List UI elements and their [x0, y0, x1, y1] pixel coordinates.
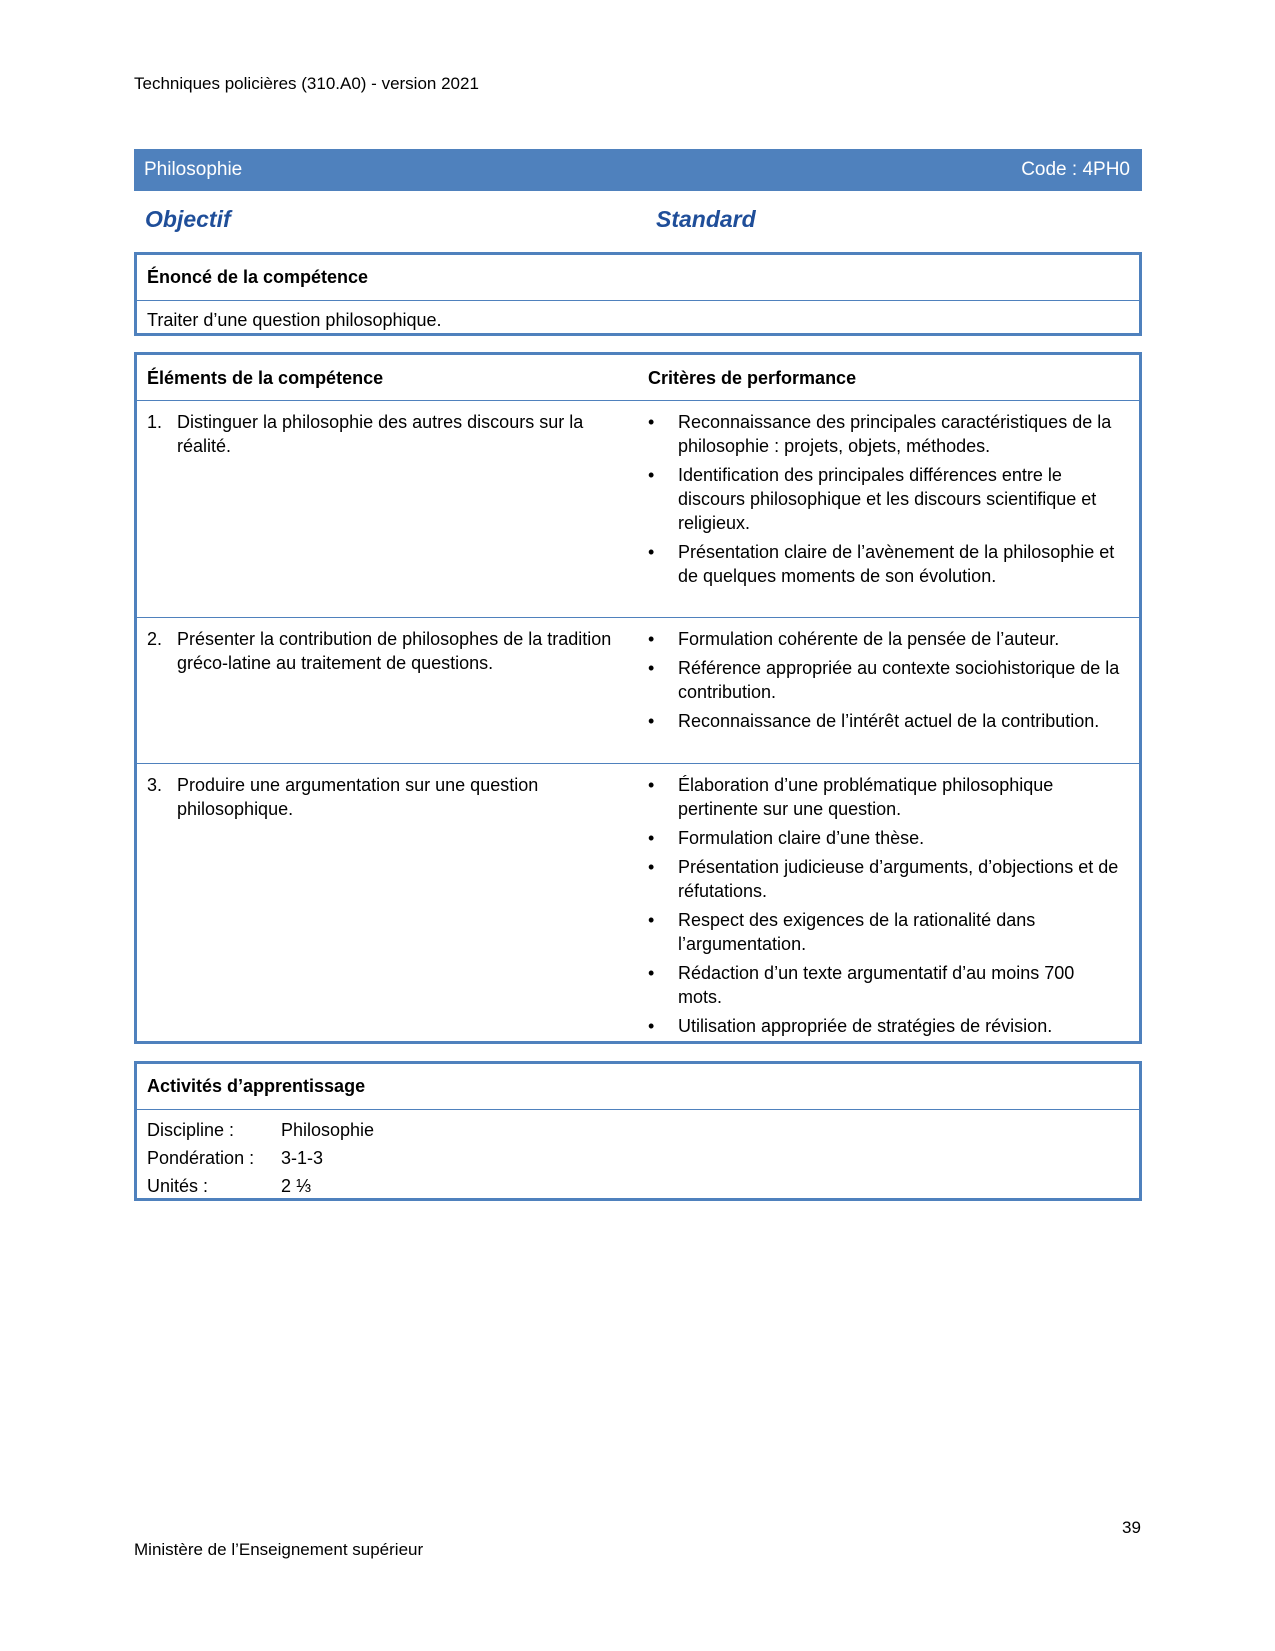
criterion-text: Respect des exigences de la rationalité dans l’argumentation.: [678, 910, 1036, 954]
ponderation-line: [147, 1144, 1139, 1172]
criterion-text: Reconnaissance de l’intérêt actuel de la contribution.: [678, 711, 1100, 731]
unites-line: [147, 1172, 1139, 1200]
course-code: Code : 4PH0: [1021, 159, 1130, 180]
objectif-standard-row: [145, 206, 1145, 240]
criterion-text: Rédaction d’un texte argumentatif d’au moins 700 mots.: [678, 963, 1075, 1007]
element-number: 2.: [147, 629, 163, 649]
element-row: [137, 401, 1139, 618]
criterion-item: [648, 540, 1123, 588]
unites-label: Unités :: [147, 1176, 209, 1196]
criterion-text: Présentation claire de l’avènement de la philosophie et de quelques moments de son évolution.: [678, 542, 1115, 586]
bullet-icon: •: [648, 465, 655, 485]
bullet-icon: •: [648, 629, 655, 649]
criteria-list: [648, 410, 1123, 593]
element-text: Produire une argumentation sur une question philosophique.: [177, 775, 539, 819]
objectif-label: Objectif: [145, 206, 231, 232]
element-text: Présenter la contribution de philosophes de la tradition gréco-latine au traitement de questions.: [177, 629, 612, 673]
bullet-icon: •: [648, 711, 655, 731]
bullet-icon: •: [648, 963, 655, 983]
bullet-icon: •: [648, 412, 655, 432]
element-text: Distinguer la philosophie des autres discours sur la réalité.: [177, 412, 584, 456]
discipline-line: [147, 1116, 1139, 1144]
criterion-item: [648, 826, 1123, 850]
criterion-text: Reconnaissance des principales caractéristiques de la philosophie : projets, objets, méthodes.: [678, 412, 1112, 456]
criteria-heading: Critères de performance: [648, 368, 857, 388]
criterion-item: [648, 1014, 1123, 1038]
enonce-heading: Énoncé de la compétence: [137, 255, 1139, 301]
bullet-icon: •: [648, 1016, 655, 1036]
element-item: [147, 410, 627, 458]
enonce-text: Traiter d’une question philosophique.: [147, 310, 442, 330]
criterion-item: [648, 908, 1123, 956]
footer-ministry: Ministère de l’Enseignement supérieur: [134, 1540, 424, 1559]
elements-heading-row: [137, 355, 1139, 401]
element-row: [137, 764, 1139, 1043]
title-bar: [134, 149, 1142, 191]
unites-value: 2 ⅓: [281, 1176, 312, 1196]
ponderation-label: Pondération :: [147, 1148, 255, 1168]
bullet-icon: •: [648, 910, 655, 930]
activites-details: [137, 1110, 1139, 1200]
ponderation-value: 3-1-3: [281, 1148, 324, 1168]
criterion-item: [648, 627, 1123, 651]
criteria-list: [648, 773, 1123, 1043]
elements-box: [134, 352, 1142, 1044]
criterion-text: Utilisation appropriée de stratégies de révision.: [678, 1016, 1053, 1036]
criterion-item: [648, 855, 1123, 903]
criterion-text: Formulation claire d’une thèse.: [678, 828, 925, 848]
criterion-item: [648, 773, 1123, 821]
criterion-item: [648, 656, 1123, 704]
element-number: 1.: [147, 412, 163, 432]
discipline-title: Philosophie: [144, 159, 243, 180]
discipline-value: Philosophie: [281, 1120, 375, 1140]
standard-label: Standard: [656, 206, 756, 232]
element-item: [147, 773, 627, 821]
criterion-text: Formulation cohérente de la pensée de l’auteur.: [678, 629, 1060, 649]
criteria-list: [648, 627, 1123, 738]
element-row: [137, 618, 1139, 764]
enonce-box: [134, 252, 1142, 336]
element-number: 3.: [147, 775, 163, 795]
bullet-icon: •: [648, 857, 655, 877]
criterion-text: Présentation judicieuse d’arguments, d’objections et de réfutations.: [678, 857, 1119, 901]
elements-heading: Éléments de la compétence: [147, 368, 384, 388]
criterion-text: Référence appropriée au contexte sociohistorique de la contribution.: [678, 658, 1120, 702]
bullet-icon: •: [648, 542, 655, 562]
criterion-item: [648, 961, 1123, 1009]
criterion-text: Élaboration d’une problématique philosophique pertinente sur une question.: [678, 775, 1054, 819]
discipline-label: Discipline :: [147, 1120, 235, 1140]
criterion-text: Identification des principales différences entre le discours philosophique et les discours scientifique et religieux.: [678, 465, 1097, 533]
bullet-icon: •: [648, 775, 655, 795]
page-number: 39: [1122, 1518, 1141, 1537]
criterion-item: [648, 410, 1123, 458]
criterion-item: [648, 463, 1123, 535]
bullet-icon: •: [648, 658, 655, 678]
activites-heading: Activités d’apprentissage: [137, 1064, 1139, 1110]
bullet-icon: •: [648, 828, 655, 848]
criterion-item: [648, 709, 1123, 733]
activites-box: [134, 1061, 1142, 1201]
element-item: [147, 627, 627, 675]
running-header: Techniques policières (310.A0) - version 2021: [134, 74, 479, 93]
